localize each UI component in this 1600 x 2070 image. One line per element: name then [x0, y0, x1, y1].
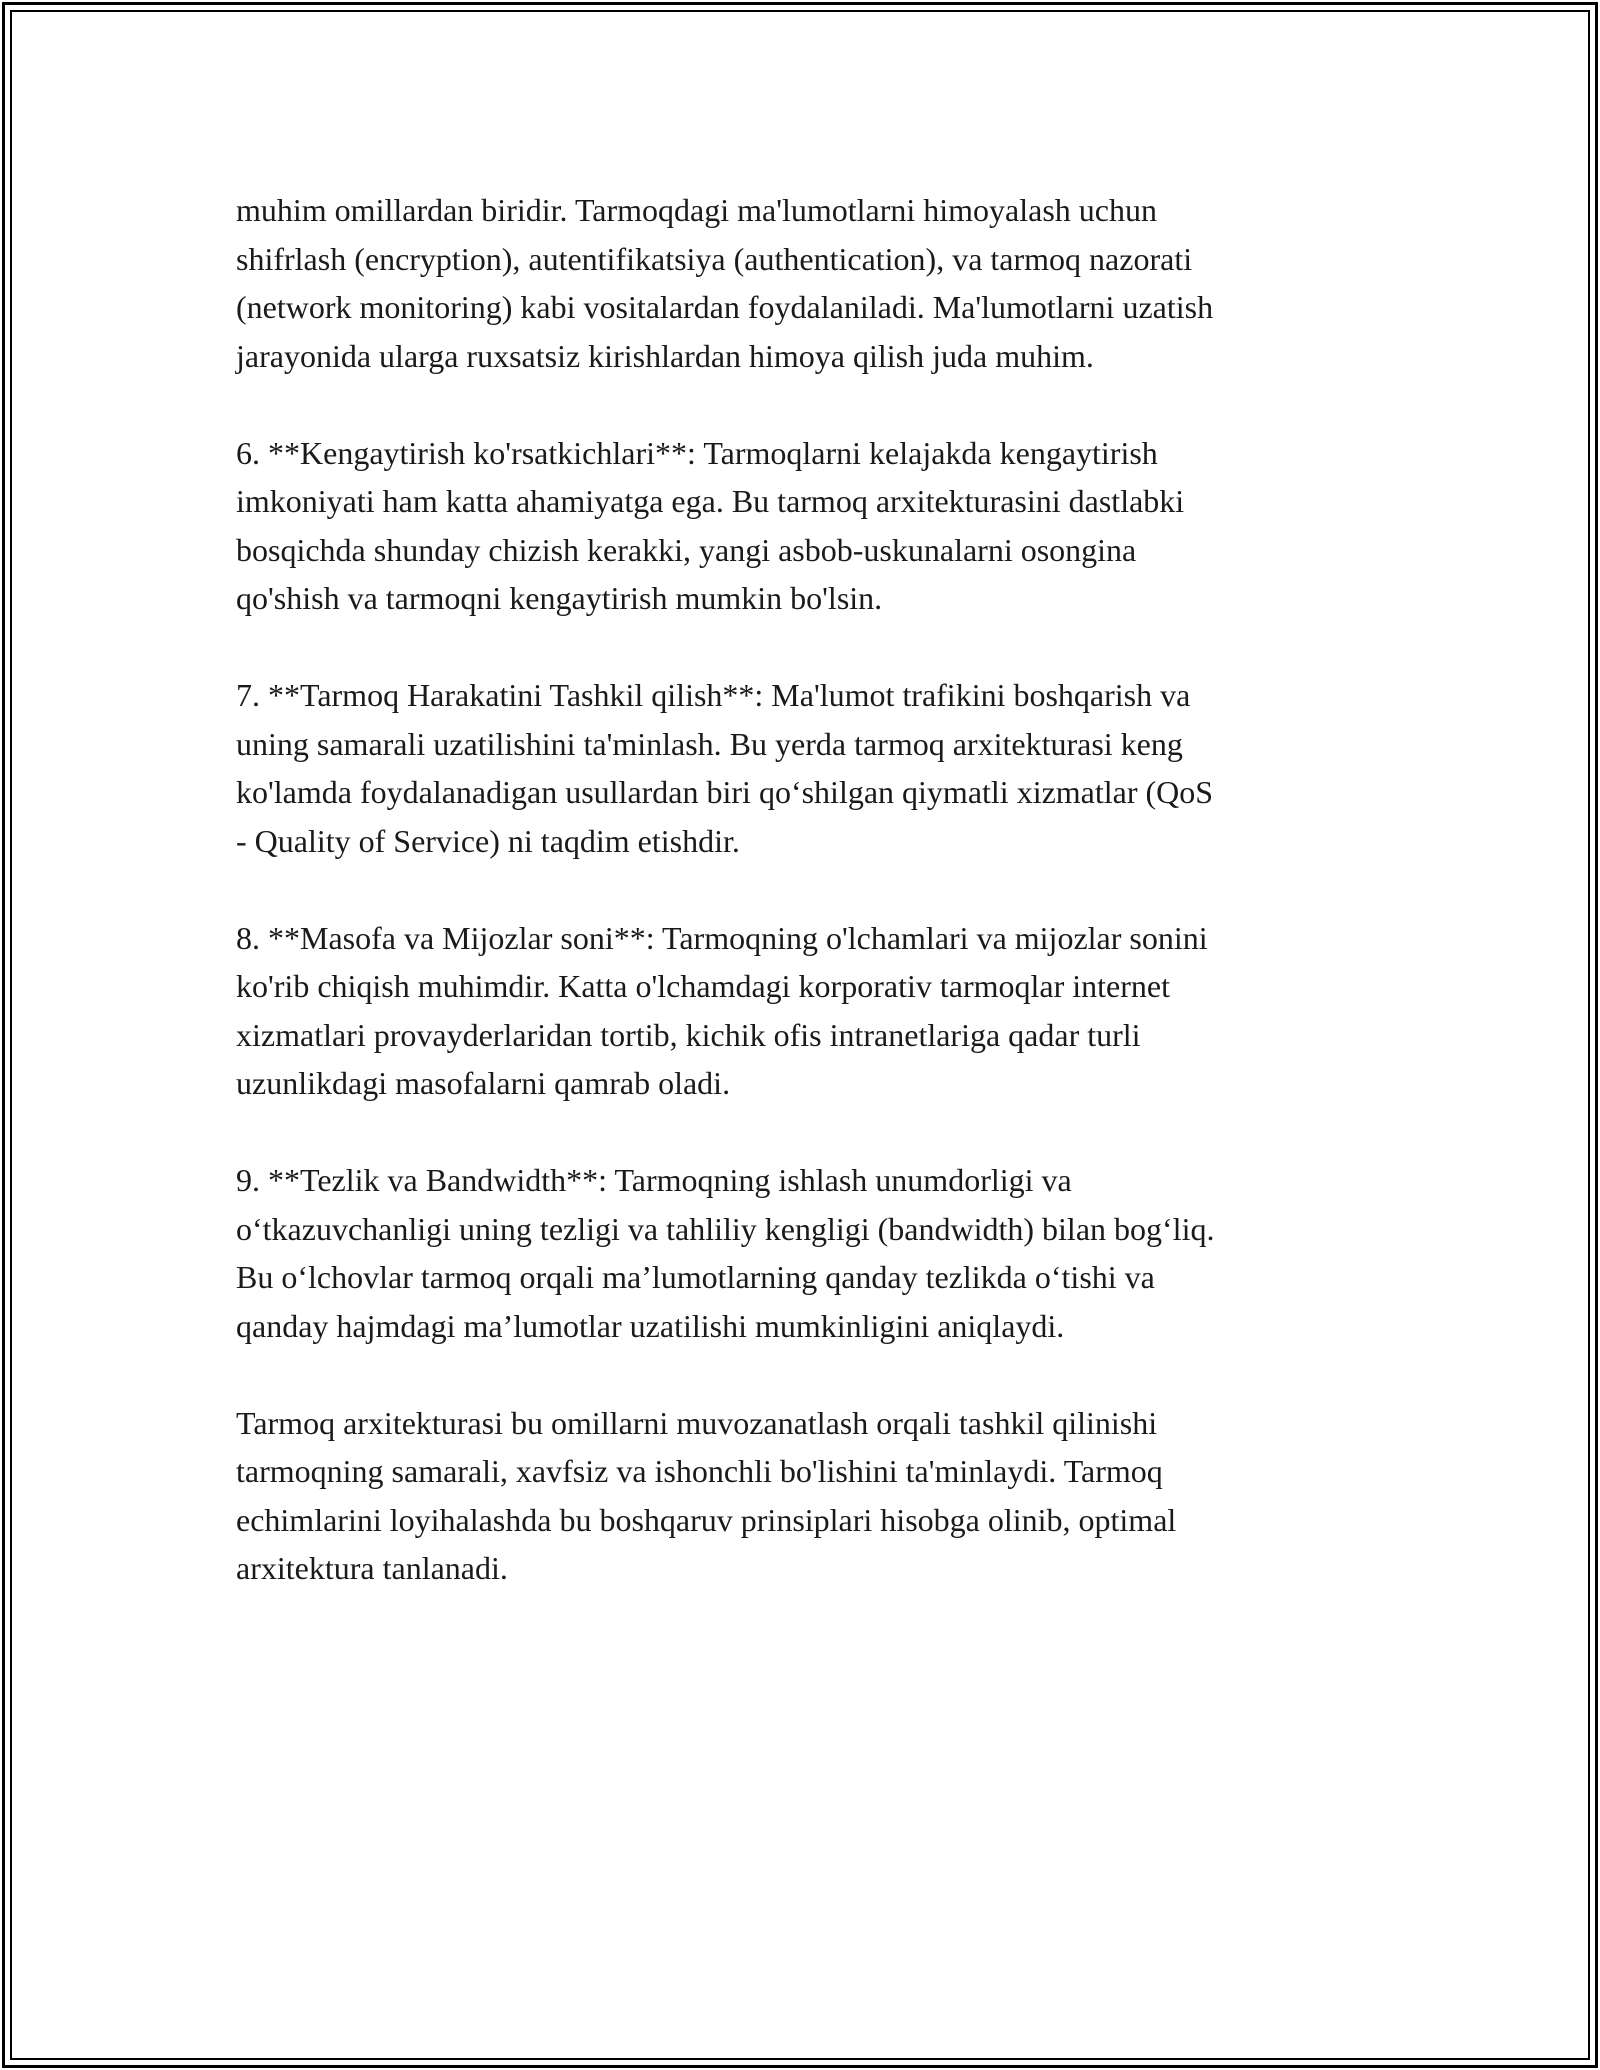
- paragraph-scalability: 6. **Kengaytirish ko'rsatkichlari**: Tarmoqlarni kelajakda kengaytirish imkoniyati ham katta ahamiyatga ega. Bu tarmoq arxitekturasini dastlabki bosqichda shunday chizish kerakki, yangi asbob-uskunalarni osongina qo'shish va tarmoqni kengaytirish mumkin bo'lsin.: [236, 434, 1185, 616]
- paragraph-traffic-management: 7. **Tarmoq Harakatini Tashkil qilish**: Ma'lumot trafikini boshqarish va uning samarali uzatilishini ta'minlash. Bu yerda tarmoq arxitekturasi keng ko'lamda foydalanadigan usullardan biri qo‘shilgan qiymatli xizmatlar (QoS - Quality of Service) ni taqdim etishdir.: [236, 677, 1214, 859]
- document-body: [236, 186, 1366, 1641]
- paragraph-conclusion: Tarmoq arxitekturasi bu omillarni muvozanatlash orqali tashkil qilinishi tarmoqning samarali, xavfsiz va ishonchli bo'lishini ta'minlaydi. Tarmoq echimlarini loyihalashda bu boshqaruv prinsiplari hisobga olinib, optimal arxitektura tanlanadi.: [236, 1404, 1177, 1586]
- paragraph-security-continuation: muhim omillardan biridir. Tarmoqdagi ma'lumotlarni himoyalash uchun shifrlash (encryption), autentifikatsiya (authentication), va tarmoq nazorati (network monitoring) kabi vositalardan foydalaniladi. Ma'lumotlarni uzatish jarayonida ularga ruxsatsiz kirishlardan himoya qilish juda muhim.: [236, 192, 1214, 374]
- paragraph-distance-clients: 8. **Masofa va Mijozlar soni**: Tarmoqning o'lchamlari va mijozlar sonini ko'rib chiqish muhimdir. Katta o'lchamdagi korporativ tarmoqlar internet xizmatlari provayderlaridan tortib, kichik ofis intranetlariga qadar turli uzunlikdagi masofalarni qamrab oladi.: [236, 919, 1208, 1101]
- paragraph-speed-bandwidth: 9. **Tezlik va Bandwidth**: Tarmoqning ishlash unumdorligi va o‘tkazuvchanligi uning tezligi va tahliliy kengligi (bandwidth) bilan bog‘liq. Bu o‘lchovlar tarmoq orqali ma’lumotlarning qanday tezlikda o‘tishi va qanday hajmdagi ma’lumotlar uzatilishi mumkinligini aniqlaydi.: [236, 1162, 1215, 1344]
